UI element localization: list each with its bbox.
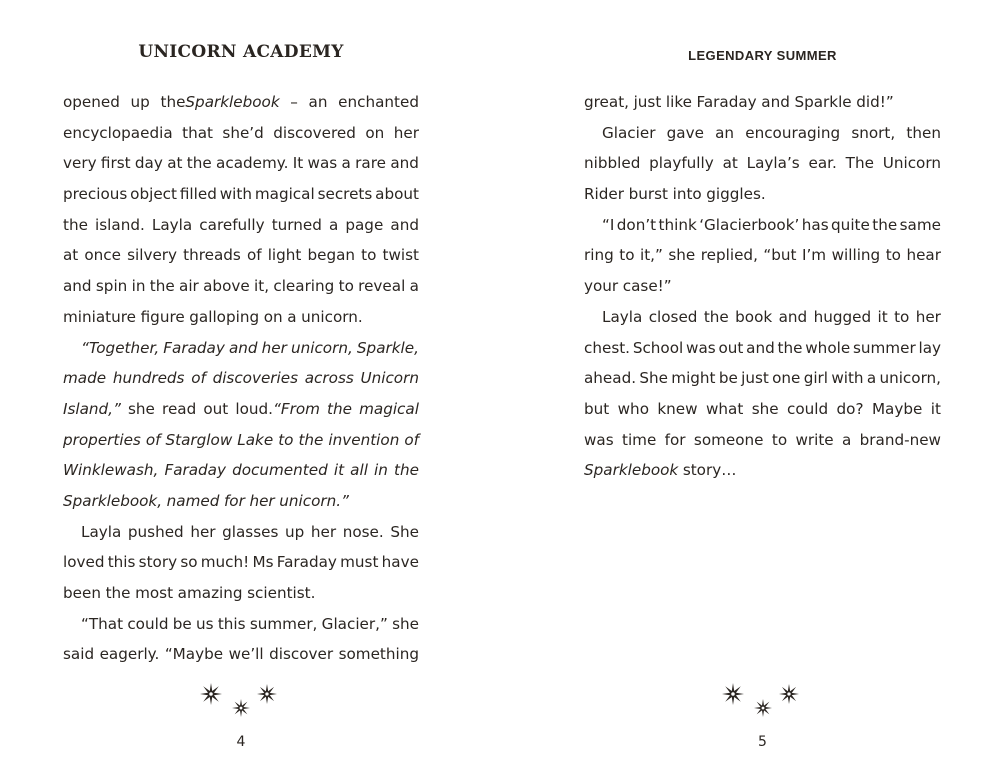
word: a xyxy=(341,154,351,173)
text-line xyxy=(584,394,941,425)
text-line xyxy=(63,179,419,210)
word: encyclopaedia xyxy=(63,123,173,142)
word: precious xyxy=(63,185,128,204)
text-line xyxy=(584,179,941,210)
word: secrets xyxy=(317,185,373,204)
text-line xyxy=(63,302,419,333)
word: of xyxy=(191,369,206,388)
word: been xyxy=(63,584,101,602)
word: same xyxy=(899,215,941,234)
word: properties xyxy=(63,430,141,449)
word: of xyxy=(404,430,419,449)
word: and xyxy=(63,277,92,296)
word: It xyxy=(292,154,304,173)
word: invention xyxy=(328,430,400,449)
word: write xyxy=(795,430,834,449)
word: She xyxy=(390,522,419,541)
word: what xyxy=(705,399,744,418)
word: ‘Glacierbook’ xyxy=(699,215,800,234)
word: with xyxy=(831,369,864,388)
word: miniature xyxy=(63,307,137,326)
word: at xyxy=(167,154,183,173)
word: scientist. xyxy=(247,584,316,602)
word: hundreds xyxy=(112,369,185,388)
text-line xyxy=(63,486,419,517)
word: loved xyxy=(63,553,105,572)
word: the xyxy=(298,430,324,449)
word: an xyxy=(715,123,735,142)
word: unicorn, xyxy=(290,338,353,357)
word: Unicorn xyxy=(360,369,419,388)
word: once xyxy=(84,246,121,265)
word: to xyxy=(885,246,901,265)
word: a xyxy=(409,277,419,296)
word: out xyxy=(718,338,744,357)
word: light xyxy=(267,246,302,265)
word: above xyxy=(203,277,250,296)
word: threads xyxy=(183,246,241,265)
word: case!” xyxy=(622,277,672,296)
word: great, xyxy=(584,93,629,111)
word: us xyxy=(196,614,214,633)
word: island. xyxy=(95,215,145,234)
word: amazing xyxy=(177,584,243,602)
word: we’ll xyxy=(228,645,264,664)
word: for xyxy=(223,491,245,510)
text-line xyxy=(63,394,419,425)
word: Layla xyxy=(151,215,193,234)
word: have xyxy=(381,553,419,572)
star-ornament-icon xyxy=(721,680,805,720)
word: all xyxy=(350,461,368,480)
word: her xyxy=(915,307,941,326)
word: so xyxy=(180,553,198,572)
word: “That xyxy=(81,614,124,633)
word: a xyxy=(287,307,297,326)
word: just xyxy=(741,369,769,388)
text-line xyxy=(584,271,941,302)
word: said xyxy=(63,645,95,664)
word: Winklewash, xyxy=(63,461,159,480)
word: reveal xyxy=(358,277,406,296)
word: the xyxy=(149,277,175,296)
word: snort, xyxy=(851,123,896,142)
word: the xyxy=(777,338,803,357)
word: documented xyxy=(232,461,328,480)
word: carefully xyxy=(199,215,265,234)
word: closed xyxy=(648,307,698,326)
word: pushed xyxy=(127,522,184,541)
word: at xyxy=(63,246,79,265)
word: do? xyxy=(836,399,864,418)
ornament-svg xyxy=(721,680,805,720)
word: replied, xyxy=(700,246,758,265)
word: must xyxy=(340,553,379,572)
word: this xyxy=(217,614,246,633)
word: School xyxy=(632,338,684,357)
text-line xyxy=(63,639,419,670)
word: giggles. xyxy=(706,185,766,204)
word: and xyxy=(746,338,775,357)
word: Glacier xyxy=(602,123,656,142)
text-line xyxy=(63,333,419,364)
text-line xyxy=(63,517,419,548)
word: Layla xyxy=(602,307,643,326)
word: a xyxy=(328,215,339,234)
word: her xyxy=(310,522,337,541)
text-line xyxy=(584,148,941,179)
word: to xyxy=(361,246,377,265)
word: air xyxy=(179,277,199,296)
word: and xyxy=(761,93,790,111)
word: filled xyxy=(179,185,217,204)
text-line xyxy=(63,363,419,394)
text-line xyxy=(584,425,941,456)
word: about xyxy=(375,185,419,204)
text-line xyxy=(584,333,941,364)
word: it xyxy=(930,399,941,418)
text-line xyxy=(63,455,419,486)
word: spin xyxy=(95,277,128,296)
word: she xyxy=(128,399,155,418)
word: she xyxy=(751,399,779,418)
word: Layla xyxy=(81,522,122,541)
word: did!” xyxy=(856,93,894,111)
right-page xyxy=(584,0,941,773)
word: the xyxy=(63,215,88,234)
word: turned xyxy=(271,215,322,234)
word: ear. xyxy=(808,154,837,173)
text-line xyxy=(584,455,941,486)
word: Faraday xyxy=(696,93,757,111)
word: discovered xyxy=(273,123,356,142)
word: her xyxy=(393,123,419,142)
word: and xyxy=(228,338,258,357)
page-number-left: 4 xyxy=(236,734,246,750)
word: theSparklebook xyxy=(160,93,280,111)
word: glasses xyxy=(222,522,279,541)
word: an xyxy=(308,93,328,111)
word: in xyxy=(131,277,146,296)
word: the xyxy=(872,215,898,234)
word: who xyxy=(617,399,649,418)
word: of xyxy=(246,246,262,265)
word: hugged xyxy=(813,307,872,326)
word: unicorn. xyxy=(301,307,363,326)
text-line xyxy=(584,302,941,333)
word: her xyxy=(190,522,216,541)
word: Maybe xyxy=(871,399,923,418)
text-line xyxy=(63,547,419,578)
word: and xyxy=(390,215,419,234)
text-line xyxy=(63,578,419,609)
word: to xyxy=(278,430,294,449)
word: story… xyxy=(682,461,737,480)
word: She xyxy=(639,369,668,388)
word: Starglow xyxy=(165,430,233,449)
word: enchanted xyxy=(338,93,419,111)
word: named xyxy=(166,491,220,510)
word: day xyxy=(134,154,163,173)
word: eagerly. xyxy=(99,645,160,664)
word: think xyxy=(658,215,697,234)
word: at xyxy=(722,154,738,173)
word: the xyxy=(703,307,729,326)
word: loud.“From xyxy=(235,399,320,418)
word: magical xyxy=(359,399,419,418)
word: someone xyxy=(693,430,764,449)
word: be xyxy=(718,369,738,388)
word: has xyxy=(801,215,829,234)
word: across xyxy=(304,369,354,388)
word: academy. xyxy=(216,154,289,173)
word: book xyxy=(735,307,773,326)
word: whole xyxy=(805,338,851,357)
word: of xyxy=(145,430,161,449)
word: knew xyxy=(657,399,698,418)
word: with xyxy=(219,185,252,204)
word: it, xyxy=(254,277,270,296)
word: Unicorn xyxy=(882,154,941,173)
word: ahead. xyxy=(584,369,637,388)
word: but xyxy=(584,399,610,418)
word: nibbled xyxy=(584,154,641,173)
word: she’d xyxy=(222,123,264,142)
text-line xyxy=(63,271,419,302)
word: playfully xyxy=(649,154,714,173)
word: was xyxy=(307,154,338,173)
running-head-left: UNICORN ACADEMY xyxy=(138,42,344,62)
word: magical xyxy=(254,185,315,204)
word: was xyxy=(584,430,614,449)
word: Faraday xyxy=(276,553,337,572)
word: “but xyxy=(763,246,797,265)
word: page xyxy=(345,215,384,234)
text-line xyxy=(63,118,419,149)
word: be xyxy=(172,614,192,633)
word: lay xyxy=(918,338,941,357)
word: out xyxy=(203,399,229,418)
word: up xyxy=(285,522,305,541)
word: the xyxy=(105,584,131,602)
running-head-right: LEGENDARY SUMMER xyxy=(688,48,837,63)
star-ornament-icon xyxy=(199,680,283,720)
text-line xyxy=(63,210,419,241)
word: the xyxy=(186,154,212,173)
word: very xyxy=(63,154,97,173)
word: up xyxy=(130,93,150,111)
word: discoveries xyxy=(212,369,299,388)
word: a xyxy=(866,369,877,388)
word: on xyxy=(365,123,385,142)
word: galloping xyxy=(189,307,260,326)
word: a xyxy=(841,430,852,449)
word: Glacier,” xyxy=(321,614,388,633)
word: her xyxy=(249,491,275,510)
word: to xyxy=(894,307,910,326)
word: to xyxy=(338,277,354,296)
word: she xyxy=(392,614,419,633)
word: summer xyxy=(852,338,916,357)
word: unicorn, xyxy=(879,369,941,388)
page-number-right: 5 xyxy=(758,734,767,750)
word: brand-new xyxy=(859,430,941,449)
word: her xyxy=(261,338,287,357)
word: summer, xyxy=(249,614,318,633)
word: Sparklebook xyxy=(584,461,679,480)
word: burst xyxy=(628,185,668,204)
word: Island,” xyxy=(63,399,121,418)
word: clearing xyxy=(273,277,335,296)
word: unicorn.” xyxy=(279,491,349,510)
word: girl xyxy=(803,369,829,388)
word: discover xyxy=(269,645,334,664)
word: the xyxy=(394,461,419,480)
word: rare xyxy=(355,154,386,173)
word: Ms xyxy=(252,553,274,572)
word: willing xyxy=(831,246,881,265)
word: could xyxy=(787,399,829,418)
word: on xyxy=(263,307,283,326)
word: Sparkle xyxy=(794,93,852,111)
word: Faraday xyxy=(164,461,226,480)
word: hear xyxy=(906,246,941,265)
word: nose. xyxy=(342,522,384,541)
word: it xyxy=(333,461,345,480)
word: – xyxy=(290,93,298,111)
text-line xyxy=(63,609,419,640)
word: that xyxy=(182,123,213,142)
word: most xyxy=(135,584,174,602)
word: this xyxy=(107,553,136,572)
word: Sparkle, xyxy=(356,338,419,357)
word: something xyxy=(338,645,419,664)
word: might xyxy=(671,369,716,388)
word: in xyxy=(374,461,388,480)
word: “I xyxy=(602,215,615,234)
word: object xyxy=(130,185,177,204)
word: quite xyxy=(831,215,870,234)
right-page-body xyxy=(584,87,941,486)
word: gave xyxy=(666,123,704,142)
word: ring xyxy=(584,246,614,265)
left-page-body xyxy=(63,87,419,670)
word: it,” xyxy=(639,246,663,265)
ornament-svg xyxy=(199,680,283,720)
text-line xyxy=(584,87,941,118)
word: don’t xyxy=(616,215,657,234)
word: to xyxy=(771,430,788,449)
word: Sparklebook, xyxy=(63,491,163,510)
word: Lake xyxy=(237,430,274,449)
word: into xyxy=(672,185,702,204)
text-line xyxy=(584,210,941,241)
word: to xyxy=(619,246,635,265)
word: was xyxy=(686,338,716,357)
word: “Maybe xyxy=(164,645,224,664)
text-line xyxy=(63,148,419,179)
word: The xyxy=(845,154,874,173)
word: she xyxy=(668,246,696,265)
word: read xyxy=(162,399,197,418)
word: like xyxy=(665,93,692,111)
word: much! xyxy=(200,553,250,572)
word: made xyxy=(63,369,107,388)
text-line xyxy=(584,240,941,271)
word: and xyxy=(390,154,419,173)
word: time xyxy=(622,430,657,449)
word: the xyxy=(327,399,352,418)
text-line xyxy=(584,363,941,394)
word: “Together, xyxy=(81,338,160,357)
word: first xyxy=(100,154,131,173)
word: for xyxy=(664,430,686,449)
word: silvery xyxy=(127,246,178,265)
word: story xyxy=(138,553,178,572)
word: your xyxy=(584,277,619,296)
word: chest. xyxy=(584,338,631,357)
word: encouraging xyxy=(745,123,841,142)
text-line xyxy=(63,240,419,271)
left-page xyxy=(63,0,419,773)
word: Rider xyxy=(584,185,625,204)
word: figure xyxy=(140,307,185,326)
word: Faraday xyxy=(163,338,225,357)
word: opened xyxy=(63,93,120,111)
word: and xyxy=(778,307,808,326)
text-line xyxy=(584,118,941,149)
word: I’m xyxy=(802,246,827,265)
word: twist xyxy=(382,246,419,265)
word: just xyxy=(633,93,662,111)
word: could xyxy=(127,614,169,633)
word: then xyxy=(906,123,941,142)
word: Layla’s xyxy=(746,154,800,173)
word: began xyxy=(307,246,356,265)
text-line xyxy=(63,425,419,456)
text-line xyxy=(63,87,419,118)
word: it xyxy=(877,307,888,326)
word: one xyxy=(772,369,801,388)
